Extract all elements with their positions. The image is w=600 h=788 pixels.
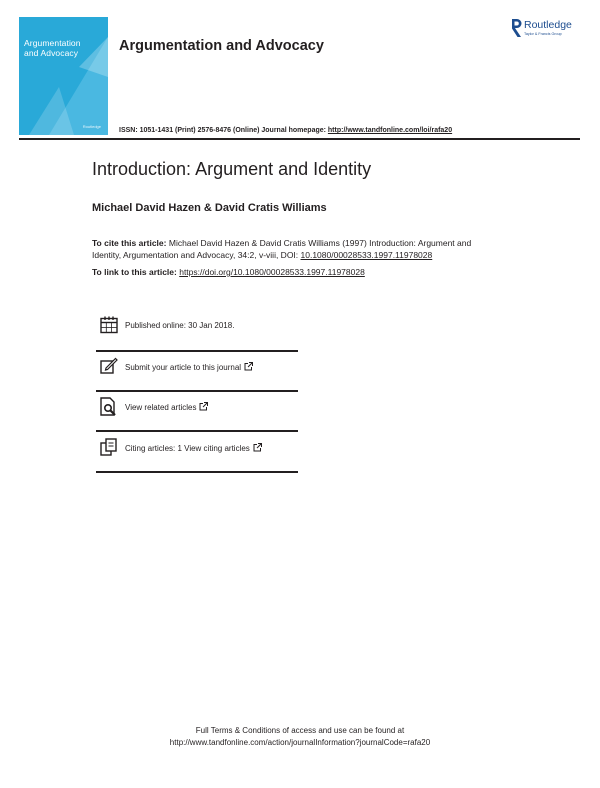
cover-publisher: Routledge xyxy=(82,124,101,129)
cover-graphic xyxy=(19,17,108,135)
citation-block xyxy=(92,237,502,261)
journal-cover xyxy=(19,17,108,135)
footer-terms-link[interactable]: http://www.tandfonline.com/action/journalInformation?journalCode=rafa20 xyxy=(169,738,431,747)
logo-tagline: Taylor & Francis Group xyxy=(524,32,562,36)
submit-article-text: Submit your article to this journal xyxy=(125,363,242,372)
footer-terms-text: Full Terms & Conditions of access and use can be found at xyxy=(195,726,405,735)
header-divider xyxy=(19,138,580,140)
citing-articles-label xyxy=(125,443,262,453)
submit-article-label xyxy=(125,362,253,372)
article-doi-link[interactable]: https://doi.org/10.1080/00028533.1997.11978028 xyxy=(179,267,365,277)
external-link-icon xyxy=(199,402,208,411)
info-divider xyxy=(96,471,298,473)
link-label: To link to this article: xyxy=(92,267,180,277)
search-document-icon xyxy=(100,397,118,417)
cover-title-line1: Argumentation xyxy=(24,38,81,48)
citing-articles-text: Citing articles: 1 View citing articles xyxy=(125,444,250,453)
external-link-icon xyxy=(244,362,253,371)
cite-label: To cite this article: xyxy=(92,238,167,248)
calendar-icon xyxy=(100,316,118,334)
footer xyxy=(0,725,600,749)
info-divider xyxy=(96,430,298,432)
issn-text: ISSN: 1051-1431 (Print) 2576-8476 (Online) Journal homepage: xyxy=(119,127,328,134)
routledge-logo[interactable] xyxy=(510,18,590,40)
related-articles-label xyxy=(125,402,208,412)
cite-text: Michael David Hazen & David Cratis Williams (1997) Introduction: Argument and Identity, Argumentation and Advocacy, 34:2, v-viii, DOI: xyxy=(92,238,472,260)
routledge-logo-icon xyxy=(510,18,522,38)
info-divider xyxy=(96,350,298,352)
article-authors: Michael David Hazen & David Cratis Williams xyxy=(92,202,327,214)
submit-article-link[interactable] xyxy=(96,357,298,398)
related-articles-link[interactable] xyxy=(96,397,298,438)
link-block xyxy=(92,267,365,277)
published-online-text: Published online: 30 Jan 2018. xyxy=(125,321,235,330)
related-articles-text: View related articles xyxy=(125,403,197,412)
info-divider xyxy=(96,390,298,392)
citing-articles-icon xyxy=(100,438,118,456)
cover-title xyxy=(24,38,108,58)
citing-articles-link[interactable] xyxy=(96,438,298,479)
cite-doi-link[interactable]: 10.1080/00028533.1997.11978028 xyxy=(300,250,433,260)
journal-homepage-link[interactable]: http://www.tandfonline.com/loi/rafa20 xyxy=(327,127,453,134)
edit-icon xyxy=(100,357,118,375)
journal-title: Argumentation and Advocacy xyxy=(119,38,324,54)
issn-line xyxy=(119,127,452,134)
logo-name: Routledge xyxy=(524,19,572,31)
article-title: Introduction: Argument and Identity xyxy=(92,159,372,179)
cover-title-line2: and Advocacy xyxy=(24,48,79,58)
external-link-icon xyxy=(253,443,262,452)
